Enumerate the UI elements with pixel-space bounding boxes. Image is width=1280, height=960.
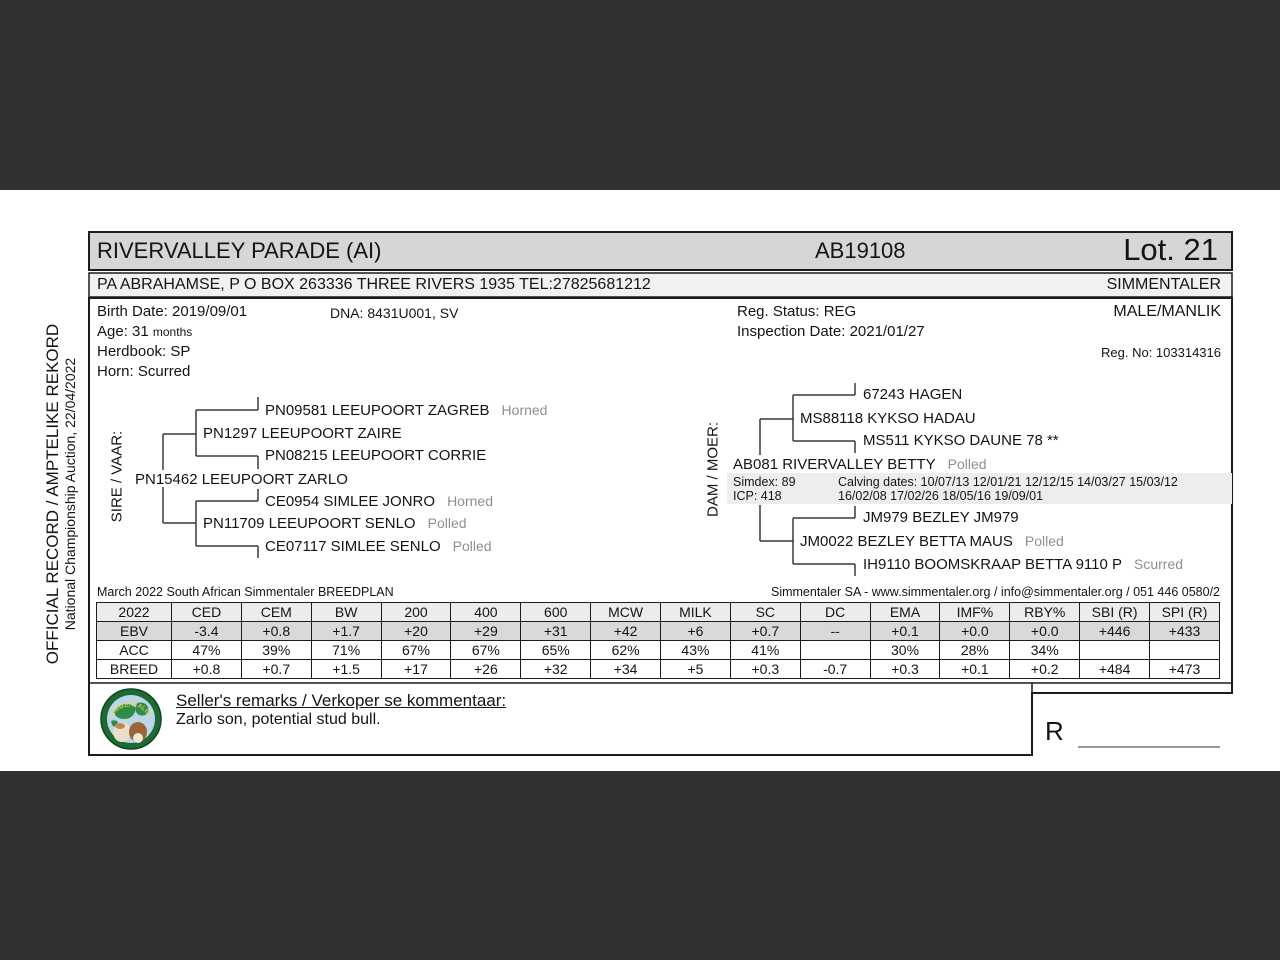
ebv-cell: +1.5: [311, 660, 381, 679]
ebv-cell: EMA: [870, 603, 940, 622]
animal-id: PN11709 LEEUPOORT SENLO: [203, 515, 416, 532]
ebv-cell: 67%: [381, 641, 451, 660]
ebv-cell: 62%: [591, 641, 661, 660]
animal-id: PN1297 LEEUPOORT ZAIRE: [203, 425, 402, 442]
lot-number: Lot. 21: [1123, 232, 1218, 267]
ebv-cell: [800, 641, 870, 660]
animal-id: IH9110 BOOMSKRAAP BETTA 9110 P: [863, 556, 1123, 573]
breedplan-caption-right: Simmentaler SA - www.simmentaler.org / info@simmentaler.org / 051 446 0580/2: [770, 585, 1220, 599]
remarks-heading: Seller's remarks / Verkoper se kommentaar:: [176, 691, 507, 710]
animal-id: 67243 HAGEN: [863, 386, 963, 403]
ebv-cell: CEM: [241, 603, 311, 622]
pedigree-node-sire-dam-dam: [265, 537, 492, 555]
dam-simdex: Simdex: 89: [733, 475, 796, 489]
ebv-cell: 200: [381, 603, 451, 622]
field-reg-status: Reg. Status: REG: [737, 303, 857, 320]
ebv-cell: +20: [381, 622, 451, 641]
margin-line2: National Championship Auction, 22/04/2022: [62, 357, 78, 631]
ebv-cell: +0.3: [730, 660, 800, 679]
ebv-cell: 43%: [661, 641, 731, 660]
ebv-cell: +0.2: [1010, 660, 1080, 679]
logo-arc-text: SIMMENTALER: [107, 701, 155, 720]
ebv-cell: +0.1: [870, 622, 940, 641]
ebv-cell: 41%: [730, 641, 800, 660]
pedigree-node-dam-dam: [800, 532, 1064, 550]
ebv-cell: +5: [661, 660, 731, 679]
ebv-cell: +446: [1080, 622, 1150, 641]
pedigree-node-dam-dam-sire: [863, 509, 1031, 527]
ebv-cell: +0.8: [241, 622, 311, 641]
field-herdbook: Herdbook: SP: [97, 343, 191, 360]
ebv-cell: 34%: [1010, 641, 1080, 660]
animal-id: MS88118 KYKSO HADAU: [800, 410, 976, 427]
horn-status: Polled: [452, 538, 492, 554]
ebv-cell: +26: [451, 660, 521, 679]
ebv-cell: BREED: [97, 660, 172, 679]
field-reg-no: Reg. No: 103314316: [1101, 345, 1221, 360]
animal-id: CE07117 SIMLEE SENLO: [265, 538, 441, 555]
ebv-cell: --: [800, 622, 870, 641]
pedigree-node-dam-dam-dam: [863, 555, 1183, 573]
ebv-cell: +29: [451, 622, 521, 641]
dam-calving-line1: Calving dates: 10/07/13 12/01/21 12/12/15 14/03/27 15/03/12: [838, 475, 1178, 489]
margin-official-record: [43, 294, 79, 694]
horn-status: Scurred: [1134, 556, 1184, 572]
ebv-cell: +433: [1150, 622, 1220, 641]
horn-status: Polled: [947, 456, 987, 472]
animal-id: JM0022 BEZLEY BETTA MAUS: [800, 533, 1013, 550]
sire-section-label: SIRE / VAAR:: [108, 430, 126, 523]
dam-icp: ICP: 418: [733, 489, 782, 503]
animal-name: RIVERVALLEY PARADE (AI): [97, 238, 382, 263]
price-write-in-line: [1078, 730, 1220, 748]
dam-section-label: DAM / MOER:: [704, 422, 722, 518]
ebv-cell: 67%: [451, 641, 521, 660]
ebv-cell: [1080, 641, 1150, 660]
ebv-cell: -3.4: [172, 622, 242, 641]
ebv-cell: CED: [172, 603, 242, 622]
ebv-cell: +0.7: [730, 622, 800, 641]
margin-line1: OFFICIAL RECORD / AMPTELIKE REKORD: [43, 323, 62, 665]
ebv-cell: +1.7: [311, 622, 381, 641]
pedigree-node-sire: [135, 471, 360, 489]
ebv-cell: SC: [730, 603, 800, 622]
animal-id: MS511 KYKSO DAUNE 78 **: [863, 432, 1059, 449]
ebv-cell: +42: [591, 622, 661, 641]
horn-status: Horned: [447, 493, 493, 509]
simmentaler-logo-icon: [100, 688, 162, 750]
field-age: [97, 323, 192, 341]
ebv-cell: 400: [451, 603, 521, 622]
price-currency-label: R: [1045, 716, 1064, 746]
pedigree-node-dam-sire-dam: [863, 432, 1071, 450]
ebv-cell: +0.0: [1010, 622, 1080, 641]
field-birth-date: Birth Date: 2019/09/01: [97, 303, 248, 320]
pedigree-node-sire-sire-dam: [265, 447, 498, 465]
ebv-cell: 65%: [521, 641, 591, 660]
ebv-cell: +0.0: [940, 622, 1010, 641]
ebv-cell: EBV: [97, 622, 172, 641]
ebv-cell: 2022: [97, 603, 172, 622]
ebv-cell: SBI (R): [1080, 603, 1150, 622]
animal-id: CE0954 SIMLEE JONRO: [265, 493, 436, 510]
ebv-cell: +0.8: [172, 660, 242, 679]
animal-id: JM979 BEZLEY JM979: [863, 509, 1019, 526]
ebv-cell: +32: [521, 660, 591, 679]
pedigree-node-sire-dam: [203, 514, 467, 532]
ebv-cell: 600: [521, 603, 591, 622]
breed-name: SIMMENTALER: [1106, 276, 1221, 293]
ebv-table: [96, 602, 1220, 679]
ebv-cell: +484: [1080, 660, 1150, 679]
ebv-cell: MILK: [661, 603, 731, 622]
animal-id: PN08215 LEEUPOORT CORRIE: [265, 447, 487, 464]
field-horn: Horn: Scurred: [97, 363, 191, 380]
ebv-cell: 71%: [311, 641, 381, 660]
field-sex: MALE/MANLIK: [1113, 303, 1221, 320]
age-value: Age: 31: [97, 323, 149, 340]
field-dna: DNA: 8431U001, SV: [330, 305, 459, 321]
animal-id: AB081 RIVERVALLEY BETTY: [733, 456, 936, 473]
horn-status: Horned: [501, 402, 548, 418]
horn-status: Polled: [1024, 533, 1064, 549]
remarks-text: Zarlo son, potential stud bull.: [176, 711, 381, 728]
age-unit: months: [152, 325, 193, 339]
owner-name: PA ABRAHAMSE, P O BOX 263336 THREE RIVERS 1935 TEL:27825681212: [97, 276, 651, 293]
animal-id: PN09581 LEEUPOORT ZAGREB: [265, 402, 490, 419]
pedigree-node-sire-dam-sire: [265, 492, 493, 510]
pedigree-node-sire-sire: [203, 425, 414, 443]
ebv-cell: ACC: [97, 641, 172, 660]
horn-status: Polled: [427, 515, 467, 531]
ebv-cell: +6: [661, 622, 731, 641]
ebv-cell: +0.3: [870, 660, 940, 679]
ebv-cell: 30%: [870, 641, 940, 660]
ebv-cell: 39%: [241, 641, 311, 660]
ebv-cell: +473: [1150, 660, 1220, 679]
pedigree-node-dam-sire: [800, 410, 988, 428]
pedigree-node-sire-sire-sire: [265, 401, 547, 419]
ebv-cell: IMF%: [940, 603, 1010, 622]
ebv-cell: 47%: [172, 641, 242, 660]
pedigree-node-dam-sire-sire: [863, 386, 974, 404]
ebv-cell: +31: [521, 622, 591, 641]
ebv-cell: [1150, 641, 1220, 660]
animal-id: PN15462 LEEUPOORT ZARLO: [135, 471, 348, 488]
tattoo-number: AB19108: [815, 238, 906, 263]
dam-calving-line2: 16/02/08 17/02/26 18/05/16 19/09/01: [838, 489, 1044, 503]
ebv-cell: +34: [591, 660, 661, 679]
ebv-cell: -0.7: [800, 660, 870, 679]
breedplan-caption-left: March 2022 South African Simmentaler BREEDPLAN: [97, 585, 394, 599]
ebv-cell: DC: [800, 603, 870, 622]
pedigree-node-dam: [733, 455, 987, 473]
ebv-cell: SPI (R): [1150, 603, 1220, 622]
ebv-cell: RBY%: [1010, 603, 1080, 622]
ebv-cell: +0.7: [241, 660, 311, 679]
ebv-cell: MCW: [591, 603, 661, 622]
ebv-cell: +17: [381, 660, 451, 679]
ebv-cell: 28%: [940, 641, 1010, 660]
ebv-cell: +0.1: [940, 660, 1010, 679]
field-inspection-date: Inspection Date: 2021/01/27: [737, 323, 925, 340]
ebv-cell: BW: [311, 603, 381, 622]
